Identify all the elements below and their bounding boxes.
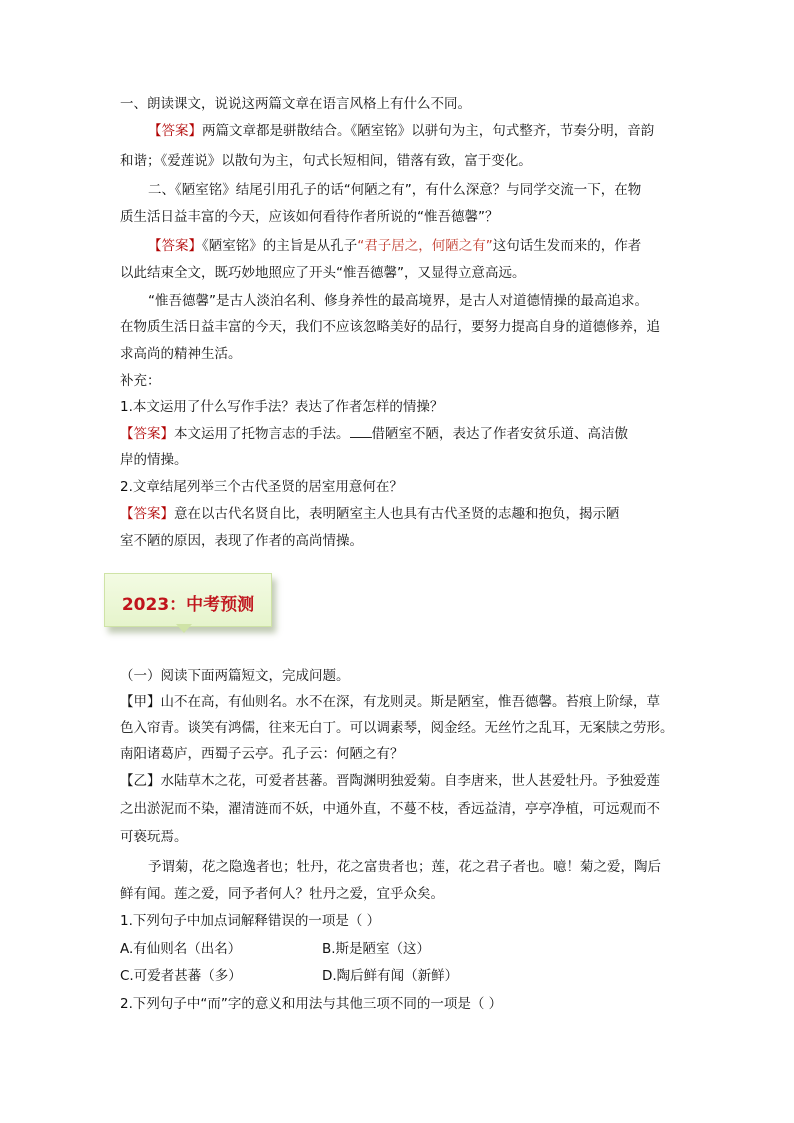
supplement-answer-1-line-2: 岸的情操。 [120,452,188,468]
passage-yi-line-5: 鲜有闻。莲之爱，同予者何人？牡丹之爱，宜乎众矣。 [120,886,444,902]
answer-1-line-1 [148,122,654,140]
answer-tag: 【答案】 [120,426,174,442]
passage-yi-line-2: 之出淤泥而不染，濯清涟而不妖，中通外直，不蔓不枝，香远益清，亭亭净植，可远观而不 [120,801,660,817]
reading-intro: （一）阅读下面两篇短文，完成问题。 [120,668,350,684]
answer-text: 借陋室不陋，表达了作者安贫乐道、高洁傲 [371,426,628,442]
answer-2-line-5: 求高尚的精神生活。 [120,346,242,362]
passage-yi-line-1 [120,772,660,790]
answer-tag: 【答案】 [120,506,174,522]
answer-2-line-3: “惟吾德馨”是古人淡泊名利、修身养性的最高境界，是古人对道德情操的最高追求。 [148,293,648,309]
passage-yi-line-3: 可亵玩焉。 [120,829,188,845]
passage-text: 水陆草木之花，可爱者甚蕃。晋陶渊明独爱菊。自李唐来，世人甚爱牡丹。予独爱莲 [160,773,660,789]
section-banner [104,573,272,627]
passage-text: 山不在高，有仙则名。水不在深，有龙则灵。斯是陋室，惟吾德馨。苔痕上阶绿，草 [160,694,660,710]
supplement-question-1: 1.本文运用了什么写作手法？表达了作者怎样的情操？ [120,399,444,415]
passage-jia-line-1 [120,693,660,711]
option-b: B.斯是陋室（这） [322,941,431,957]
supplement-answer-2-line-1 [120,505,620,523]
option-d: D.陶后鲜有闻（新鲜） [322,968,459,984]
passage-tag: 【乙】 [120,773,161,789]
mc-question-1: 1.下列句子中加点词解释错误的一项是（ ） [120,913,381,929]
answer-2-line-4: 在物质生活日益丰富的今天，我们不应该忽略美好的品行，要努力提高自身的道德修养，追 [120,319,660,335]
supplement-question-2: 2.文章结尾列举三个古代圣贤的居室用意何在？ [120,479,403,495]
quote-text: “君子居之，何陋之有” [357,238,493,254]
supplement-answer-2-line-2: 室不陋的原因，表现了作者的高尚情操。 [120,533,363,549]
underline-blank [350,425,372,438]
option-a: A.有仙则名（出名） [120,941,242,957]
passage-jia-line-2: 色入帘青。谈笑有鸿儒，往来无白丁。可以调素琴，阅金经。无丝竹之乱耳，无案牍之劳形。 [120,720,674,736]
answer-tag: 【答案】 [148,123,202,139]
answer-2-line-2: 以此结束全文，既巧妙地照应了开头“惟吾德馨”，又显得立意高远。 [120,265,526,281]
mc-question-2: 2.下列句子中“而”字的意义和用法与其他三项不同的一项是（ ） [120,996,503,1012]
passage-yi-line-4: 予谓菊，花之隐逸者也；牡丹，花之富贵者也；莲，花之君子者也。噫！菊之爱，陶后 [148,859,661,875]
answer-text: 两篇文章都是骈散结合。《陋室铭》以骈句为主，句式整齐，节奏分明，音韵 [202,123,655,139]
answer-tag: 【答案】 [148,238,202,254]
answer-1-line-2: 和谐；《爱莲说》以散句为主，句式长短相间，错落有致，富于变化。 [120,153,532,169]
supplement-answer-1-line-1 [120,425,628,443]
option-c: C.可爱者甚蕃（多） [120,968,242,984]
banner-label: 2023：中考预测 [121,595,255,615]
answer-text: 意在以古代名贤自比，表明陋室主人也具有古代圣贤的志趣和抱负，揭示陋 [174,506,620,522]
passage-tag: 【甲】 [120,694,161,710]
supplement-title: 补充： [120,373,161,389]
question-1: 一、朗读课文，说说这两篇文章在语言风格上有什么不同。 [120,96,471,112]
answer-text: 这句话生发而来的，作者 [492,238,642,254]
answer-text: 《陋室铭》的主旨是从孔子 [202,238,358,254]
banner-pointer [176,624,192,633]
answer-2-line-1 [148,237,641,255]
passage-jia-line-3: 南阳诸葛庐，西蜀子云亭。孔子云：何陋之有？ [120,746,404,762]
question-2-line-1: 二、《陋室铭》结尾引用孔子的话“何陋之有”，有什么深意？与同学交流一下，在物 [148,182,642,198]
question-2-line-2: 质生活日益丰富的今天，应该如何看待作者所说的“惟吾德馨”？ [120,209,499,225]
answer-text: 本文运用了托物言志的手法。 [174,426,350,442]
